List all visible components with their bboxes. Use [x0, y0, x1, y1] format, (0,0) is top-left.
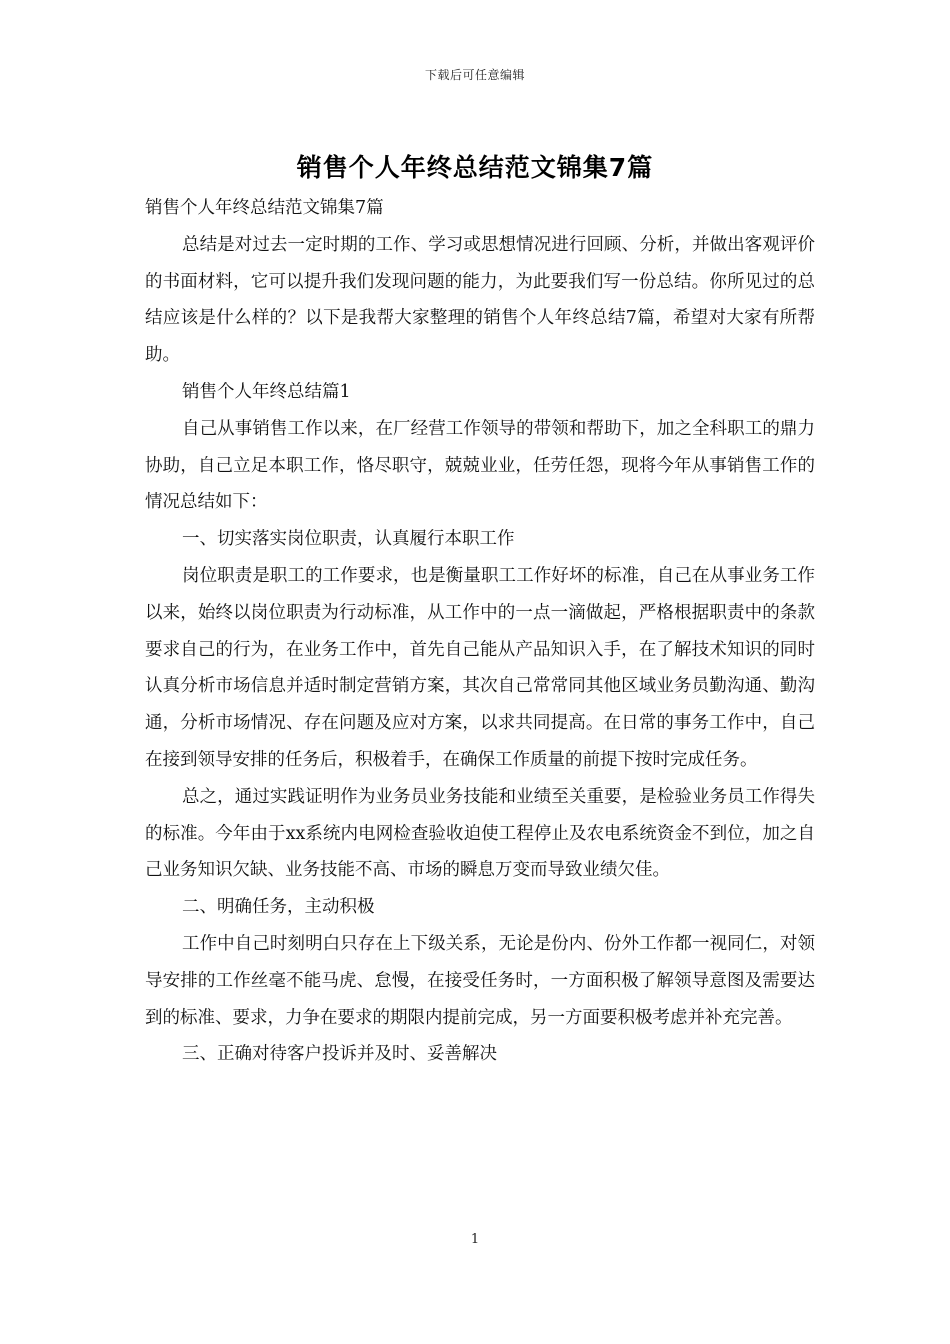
- body-paragraph: 总之，通过实践证明作为业务员业务技能和业绩至关重要，是检验业务员工作得失的标准。今年由于xx系统内电网检查验收迫使工程停止及农电系统资金不到位，加之自己业务知识欠缺、业务技能不高、市场的瞬息万变而导致业绩欠佳。: [145, 786, 815, 881]
- subtitle-paragraph: 销售个人年终总结范文锦集7篇: [145, 198, 384, 218]
- subsection-heading-3: 三、正确对待客户投诉并及时、妥善解决: [182, 1044, 497, 1065]
- intro-paragraph: 总结是对过去一定时期的工作、学习或思想情况进行回顾、分析，并做出客观评价的书面材料，它可以提升我们发现问题的能力，为此要我们写一份总结。你所见过的总结应该是什么样的？以下是我帮大家整理的销售个人年终总结7篇，希望对大家有所帮助。: [145, 234, 815, 366]
- section-heading-1: 销售个人年终总结篇1: [182, 381, 351, 402]
- body-paragraph: 工作中自己时刻明白只存在上下级关系，无论是份内、份外工作都一视同仁，对领导安排的工作丝毫不能马虎、怠慢，在接受任务时，一方面积极了解领导意图及需要达到的标准、要求，力争在要求的期限内提前完成，另一方面要积极考虑并补充完善。: [145, 933, 815, 1028]
- body-paragraph: 自己从事销售工作以来，在厂经营工作领导的带领和帮助下，加之全科职工的鼎力协助，自己立足本职工作，恪尽职守，兢兢业业，任劳任怨，现将今年从事销售工作的情况总结如下：: [145, 418, 815, 513]
- subsection-heading-1: 一、切实落实岗位职责，认真履行本职工作: [182, 529, 515, 550]
- document-title: 销售个人年终总结范文锦集7篇: [296, 153, 654, 182]
- subsection-heading-2: 二、明确任务，主动积极: [182, 897, 375, 918]
- document-body: [145, 196, 815, 1073]
- body-paragraph: 岗位职责是职工的工作要求，也是衡量职工工作好坏的标准，自己在从事业务工作以来，始终以岗位职责为行动标准，从工作中的一点一滴做起，严格根据职责中的条款要求自己的行为，在业务工作中，首先自己能从产品知识入手，在了解技术知识的同时认真分析市场信息并适时制定营销方案，其次自己常常同其他区域业务员勤沟通、勤沟通，分析市场情况、存在问题及应对方案，以求共同提高。在日常的事务工作中，自己在接到领导安排的任务后，积极着手，在确保工作质量的前提下按时完成任务。: [145, 565, 815, 770]
- page-number: 1: [470, 1232, 480, 1247]
- header-note: 下载后可任意编辑: [424, 68, 525, 82]
